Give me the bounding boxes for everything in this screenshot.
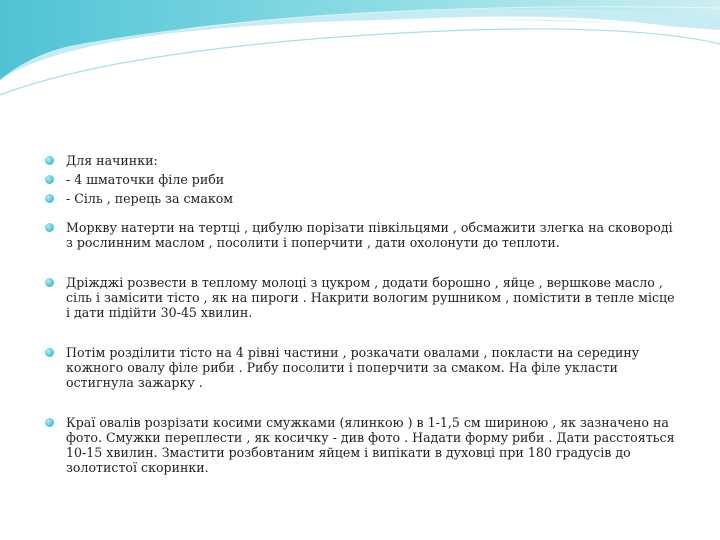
ingredients-list bbox=[44, 153, 676, 206]
list-item: Дріжджі розвести в теплому молоці з цукром , додати борошно , яйце , вершкове масло , сіль і замісити тісто , як на пироги . Накрити вологим рушником , помістити в тепле місце і дати підійти 30-45 хвилин. bbox=[44, 275, 676, 320]
list-item: Моркву натерти на тертці , цибулю порізати півкільцями , обсмажити злегка на сковороді з рослинним маслом , посолити і поперчити , дати охолонути до теплоти. bbox=[44, 220, 676, 250]
steps-list bbox=[44, 220, 676, 475]
slide-content bbox=[44, 153, 676, 475]
list-item: - 4 шматочки філе риби bbox=[44, 172, 676, 187]
list-item: Потім розділити тісто на 4 рівні частини , розкачати овалами , покласти на середину кожного овалу філе риби . Рибу посолити і поперчити за смаком. На філе укласти остигнула зажарку . bbox=[44, 345, 676, 390]
list-item: Краї овалів розрізати косими смужками (ялинкою ) в 1-1,5 см шириною , як зазначено на фото. Смужки переплести , як косичку - див фото . Надати форму риби . Дати расстояться 10-15 хвилин. Змастити розбовтаним яйцем і випікати в духовці при 180 градусів до золотистої скоринки. bbox=[44, 415, 676, 475]
list-item: Для начинки: bbox=[44, 153, 676, 168]
header-wave-decoration bbox=[0, 0, 720, 110]
list-item: - Сіль , перець за смаком bbox=[44, 191, 676, 206]
